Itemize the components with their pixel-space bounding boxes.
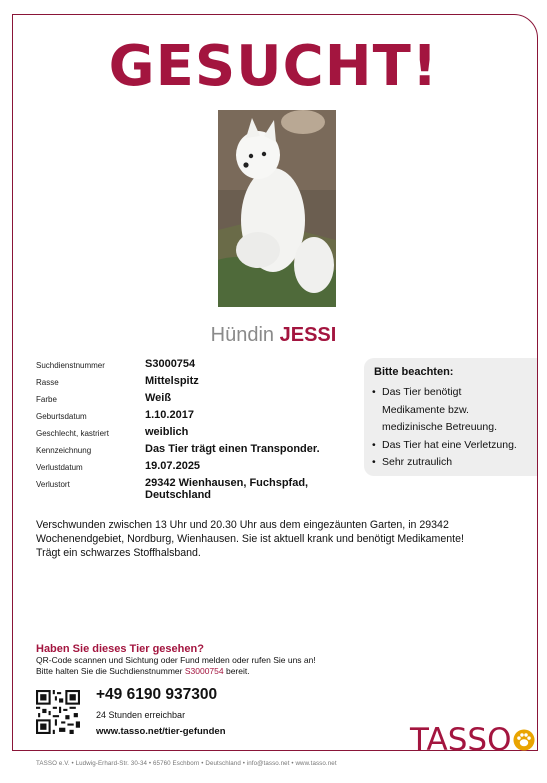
notice-title: Bitte beachten: xyxy=(374,366,454,378)
bullet-icon: • xyxy=(372,438,376,451)
detail-row-color xyxy=(36,392,366,409)
footer-address: TASSO e.V. • Ludwig-Erhard-Str. 30-34 • 65760 Eschborn • Deutschland • info@tasso.net • www.tasso.net xyxy=(36,760,337,767)
detail-key: Verlustort xyxy=(36,480,70,489)
notice-item-line: Medikamente bzw. xyxy=(382,403,469,416)
contact-heading: Haben Sie dieses Tier gesehen? xyxy=(36,643,204,655)
animal-name xyxy=(0,324,547,347)
detail-value: Weiß xyxy=(145,392,172,404)
detail-row-sex xyxy=(36,426,366,443)
contact-line: bereit. xyxy=(223,665,250,676)
notice-item xyxy=(372,384,532,437)
paw-icon xyxy=(513,729,535,751)
description-line: Verschwunden zwischen 13 Uhr und 20.30 Uhr aus dem eingezäunten Garten, in 29342 xyxy=(36,519,449,531)
poster-title: GESUCHT! xyxy=(108,34,439,99)
detail-value: weiblich xyxy=(145,426,189,438)
notice-item xyxy=(372,454,532,472)
bullet-icon: • xyxy=(372,386,376,398)
animal-sex-label: Hündin xyxy=(210,324,275,346)
description-line: Wochenendgebiet, Nordburg, Wienhausen. Sie ist aktuell krank und benötigt Medikamente! xyxy=(36,533,464,545)
detail-key: Rasse xyxy=(36,378,59,387)
bullet-icon: • xyxy=(372,456,376,468)
detail-value: Mittelspitz xyxy=(145,375,199,387)
contact-section xyxy=(36,643,316,676)
contact-search-number: S3000754 xyxy=(184,665,224,676)
contact-instructions xyxy=(36,655,316,676)
phone-number[interactable]: +49 6190 937300 xyxy=(96,686,218,703)
notice-list xyxy=(372,384,532,472)
detail-key: Suchdienstnummer xyxy=(36,361,105,370)
contact-line: Bitte halten Sie die Suchdienstnummer xyxy=(36,665,185,676)
detail-key: Farbe xyxy=(36,395,57,404)
notice-item-line: Das Tier benötigt xyxy=(382,386,462,398)
lost-place-line2: Deutschland xyxy=(145,489,212,501)
details-list xyxy=(36,358,366,503)
report-link[interactable]: www.tasso.net/tier-gefunden xyxy=(96,726,226,737)
detail-row-marking xyxy=(36,443,366,460)
detail-value: 19.07.2025 xyxy=(145,460,201,472)
notice-item-line: medizinische Betreuung. xyxy=(382,421,497,433)
lost-place-line1: 29342 Wienhausen, Fuchspfad, xyxy=(145,477,309,489)
detail-key: Geschlecht, kastriert xyxy=(36,429,109,438)
notice-item xyxy=(372,437,532,455)
qr-code-icon[interactable] xyxy=(36,690,80,734)
availability-text: 24 Stunden erreichbar xyxy=(96,710,186,720)
tasso-logo: TASSO xyxy=(410,722,512,758)
description xyxy=(36,518,506,560)
detail-value xyxy=(145,477,308,501)
detail-value: 1.10.2017 xyxy=(145,409,194,421)
detail-key: Verlustdatum xyxy=(36,463,83,472)
notice-item-line: Das Tier hat eine Verletzung. xyxy=(382,438,517,451)
notice-item-line: Sehr zutraulich xyxy=(382,456,453,468)
detail-key: Kennzeichnung xyxy=(36,446,92,455)
detail-row-birthdate xyxy=(36,409,366,426)
detail-row-id xyxy=(36,358,366,375)
contact-line: QR-Code scannen und Sichtung oder Fund melden oder rufen Sie uns an! xyxy=(36,655,316,665)
dog-photo xyxy=(218,110,336,307)
animal-name-value: JESSI xyxy=(279,324,337,346)
notice-box xyxy=(364,358,537,476)
detail-row-breed xyxy=(36,375,366,392)
detail-key: Geburtsdatum xyxy=(36,412,87,421)
detail-value: S3000754 xyxy=(145,358,196,370)
detail-value: Das Tier trägt einen Transponder. xyxy=(145,443,320,455)
detail-row-lost-date xyxy=(36,460,366,477)
description-line: Trägt ein schwarzes Stoffhalsband. xyxy=(36,547,201,559)
detail-row-lost-place xyxy=(36,477,366,503)
